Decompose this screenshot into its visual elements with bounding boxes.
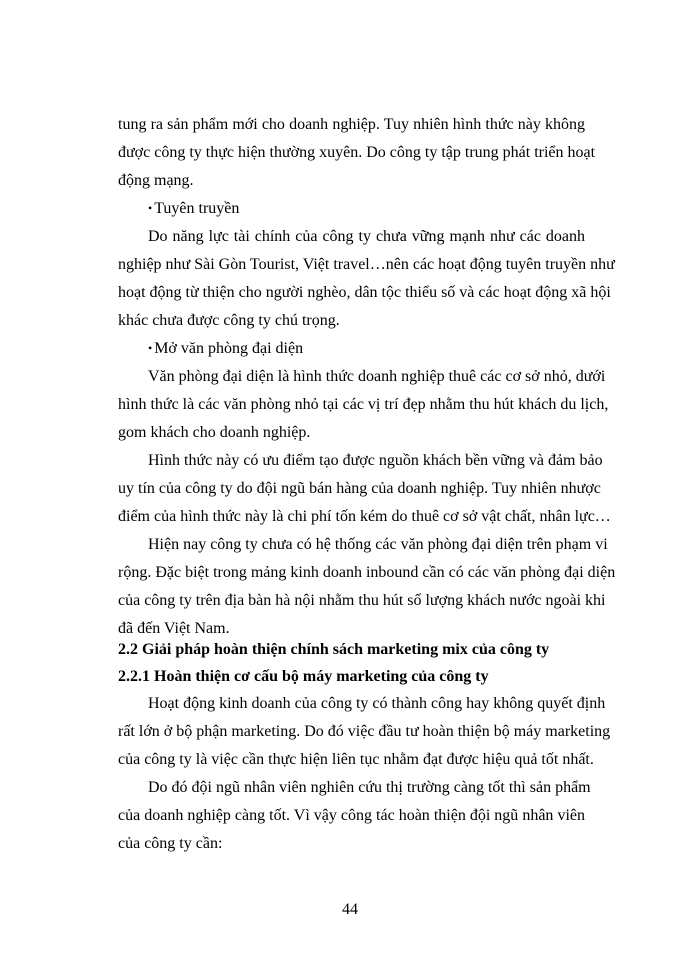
text-line: Do đó đội ngũ nhân viên nghiên cứu thị trường càng tốt thì sản phẩm bbox=[148, 779, 591, 796]
bullet-icon: • bbox=[148, 341, 153, 355]
bullet-item bbox=[148, 339, 303, 359]
bullet-label: Mở văn phòng đại diện bbox=[154, 340, 304, 357]
text-line: được công ty thực hiện thường xuyên. Do công ty tập trung phát triển hoạt bbox=[118, 144, 596, 161]
text-line: Hình thức này có ưu điểm tạo được nguồn khách bền vững và đảm bảo bbox=[148, 452, 603, 469]
text-line: rất lớn ở bộ phận marketing. Do đó việc đầu tư hoàn thiện bộ máy marketing bbox=[118, 723, 611, 740]
bullet-icon: • bbox=[148, 201, 153, 215]
text-line: uy tín của công ty do đội ngũ bán hàng của doanh nghiệp. Tuy nhiên nhược bbox=[118, 480, 601, 497]
text-line: của công ty là việc cần thực hiện liên tục nhằm đạt được hiệu quả tốt nhất. bbox=[118, 751, 594, 768]
text-line: của công ty trên địa bàn hà nội nhằm thu hút số lượng khách nước ngoài khi bbox=[118, 592, 606, 609]
subsection-heading: 2.2.1 Hoàn thiện cơ cấu bộ máy marketing của công ty bbox=[118, 668, 489, 685]
page-number: 44 bbox=[342, 901, 358, 918]
section-heading: 2.2 Giải pháp hoàn thiện chính sách marketing mix của công ty bbox=[118, 641, 550, 658]
text-line: điểm của hình thức này là chi phí tốn kém do thuê cơ sở vật chất, nhân lực… bbox=[118, 508, 611, 525]
text-line: hình thức là các văn phòng nhỏ tại các vị trí đẹp nhằm thu hút khách du lịch, bbox=[118, 396, 609, 413]
text-line: khác chưa được công ty chú trọng. bbox=[118, 312, 340, 329]
text-line: động mạng. bbox=[118, 172, 194, 189]
text-line: Do năng lực tài chính của công ty chưa vững mạnh như các doanh bbox=[148, 228, 585, 245]
text-line: nghiệp như Sài Gòn Tourist, Việt travel…nên các hoạt động tuyên truyền như bbox=[118, 256, 615, 273]
text-line: của công ty cần: bbox=[118, 835, 223, 852]
text-line: Hiện nay công ty chưa có hệ thống các văn phòng đại diện trên phạm vi bbox=[148, 536, 608, 553]
text-line: rộng. Đặc biệt trong mảng kinh doanh inbound cần có các văn phòng đại diện bbox=[118, 564, 616, 581]
text-line: Văn phòng đại diện là hình thức doanh nghiệp thuê các cơ sở nhỏ, dưới bbox=[148, 368, 606, 385]
text-line: đã đến Việt Nam. bbox=[118, 620, 230, 637]
text-line: Hoạt động kinh doanh của công ty có thành công hay không quyết định bbox=[148, 695, 606, 712]
bullet-label: Tuyên truyền bbox=[154, 200, 240, 217]
text-line: gom khách cho doanh nghiệp. bbox=[118, 424, 311, 441]
bullet-item bbox=[148, 199, 239, 219]
text-line: tung ra sản phẩm mới cho doanh nghiệp. Tuy nhiên hình thức này không bbox=[118, 116, 585, 133]
text-line: hoạt động từ thiện cho người nghèo, dân tộc thiểu số và các hoạt động xã hội bbox=[118, 284, 611, 301]
text-line: của doanh nghiệp càng tốt. Vì vậy công tác hoàn thiện đội ngũ nhân viên bbox=[118, 807, 585, 824]
